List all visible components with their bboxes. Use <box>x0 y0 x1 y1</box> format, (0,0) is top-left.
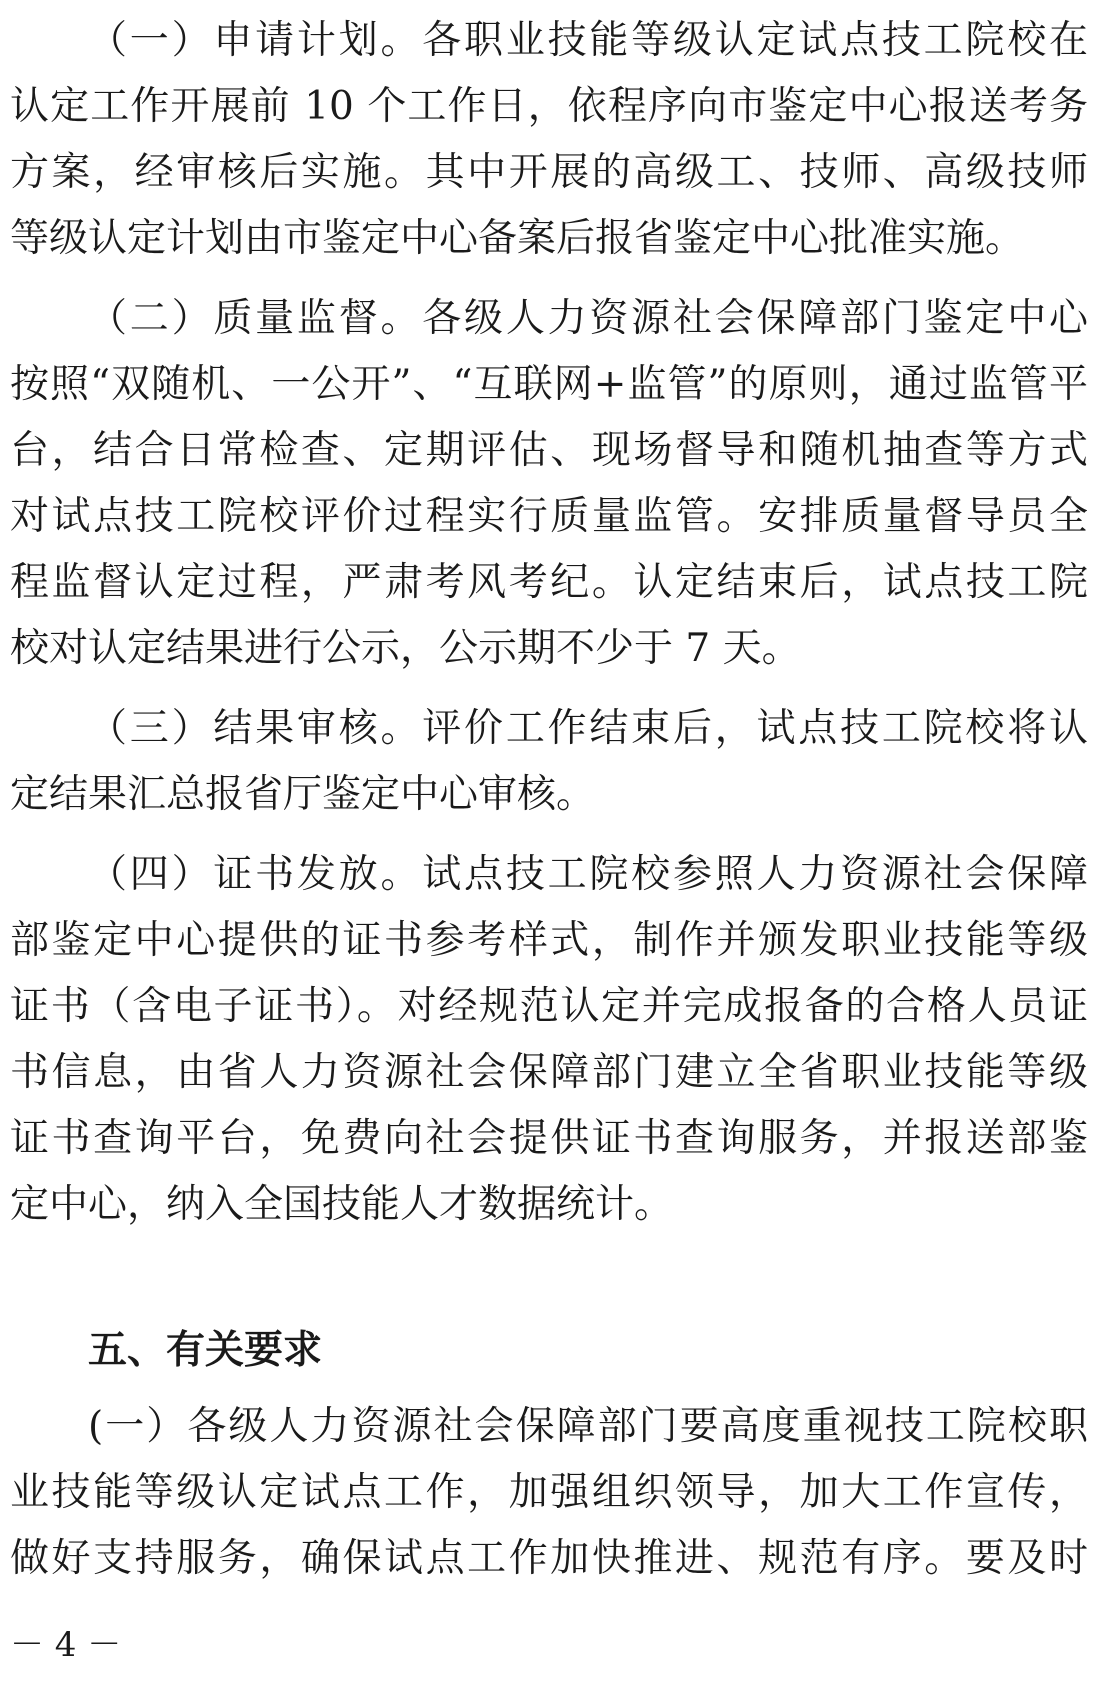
paragraph-4-line-6: 定中心，纳入全国技能人才数据统计。 <box>10 1182 674 1227</box>
paragraph-3-line-2: 定结果汇总报省厅鉴定中心审核。 <box>10 772 596 817</box>
paragraph-2-line-4: 对试点技工院校评价过程实行质量监管。安排质量督导员全 <box>10 494 1088 539</box>
paragraph-2-line-5: 程监督认定过程，严肃考风考纪。认定结束后，试点技工院 <box>10 560 1088 605</box>
paragraph-4-line-4: 书信息，由省人力资源社会保障部门建立全省职业技能等级 <box>10 1050 1088 1095</box>
paragraph-4-line-2: 部鉴定中心提供的证书参考样式，制作并颁发职业技能等级 <box>10 918 1088 963</box>
final-paragraph-line-2: 业技能等级认定试点工作，加强组织领导，加大工作宣传， <box>10 1470 1088 1515</box>
paragraph-1-line-3: 方案，经审核后实施。其中开展的高级工、技师、高级技师 <box>10 150 1088 195</box>
paragraph-1-line-4: 等级认定计划由市鉴定中心备案后报省鉴定中心批准实施。 <box>10 216 1025 261</box>
paragraph-4-line-1: （四）证书发放。试点技工院校参照人力资源社会保障 <box>88 852 1088 897</box>
section-heading: 五、有关要求 <box>88 1328 323 1373</box>
paragraph-2-line-1: （二）质量监督。各级人力资源社会保障部门鉴定中心 <box>88 296 1088 341</box>
paragraph-3-line-1: （三）结果审核。评价工作结束后，试点技工院校将认 <box>88 706 1088 751</box>
paragraph-1-line-2: 认定工作开展前 10 个工作日，依程序向市鉴定中心报送考务 <box>10 84 1088 129</box>
paragraph-2-line-2: 按照“双随机、一公开”、“互联网+监管”的原则，通过监管平 <box>10 362 1088 407</box>
paragraph-2-line-3: 台，结合日常检查、定期评估、现场督导和随机抽查等方式 <box>10 428 1088 473</box>
paragraph-2-line-6: 校对认定结果进行公示，公示期不少于 7 天。 <box>10 626 801 671</box>
paragraph-4-line-3: 证书（含电子证书）。对经规范认定并完成报备的合格人员证 <box>10 984 1088 1029</box>
paragraph-4-line-5: 证书查询平台，免费向社会提供证书查询服务，并报送部鉴 <box>10 1116 1088 1161</box>
paragraph-1-line-1: （一）申请计划。各职业技能等级认定试点技工院校在 <box>88 18 1088 63</box>
final-paragraph-line-1: (一）各级人力资源社会保障部门要高度重视技工院校职 <box>88 1404 1088 1449</box>
final-paragraph-line-3: 做好支持服务，确保试点工作加快推进、规范有序。要及时 <box>10 1536 1088 1581</box>
page-number: － 4 － <box>10 1625 122 1665</box>
